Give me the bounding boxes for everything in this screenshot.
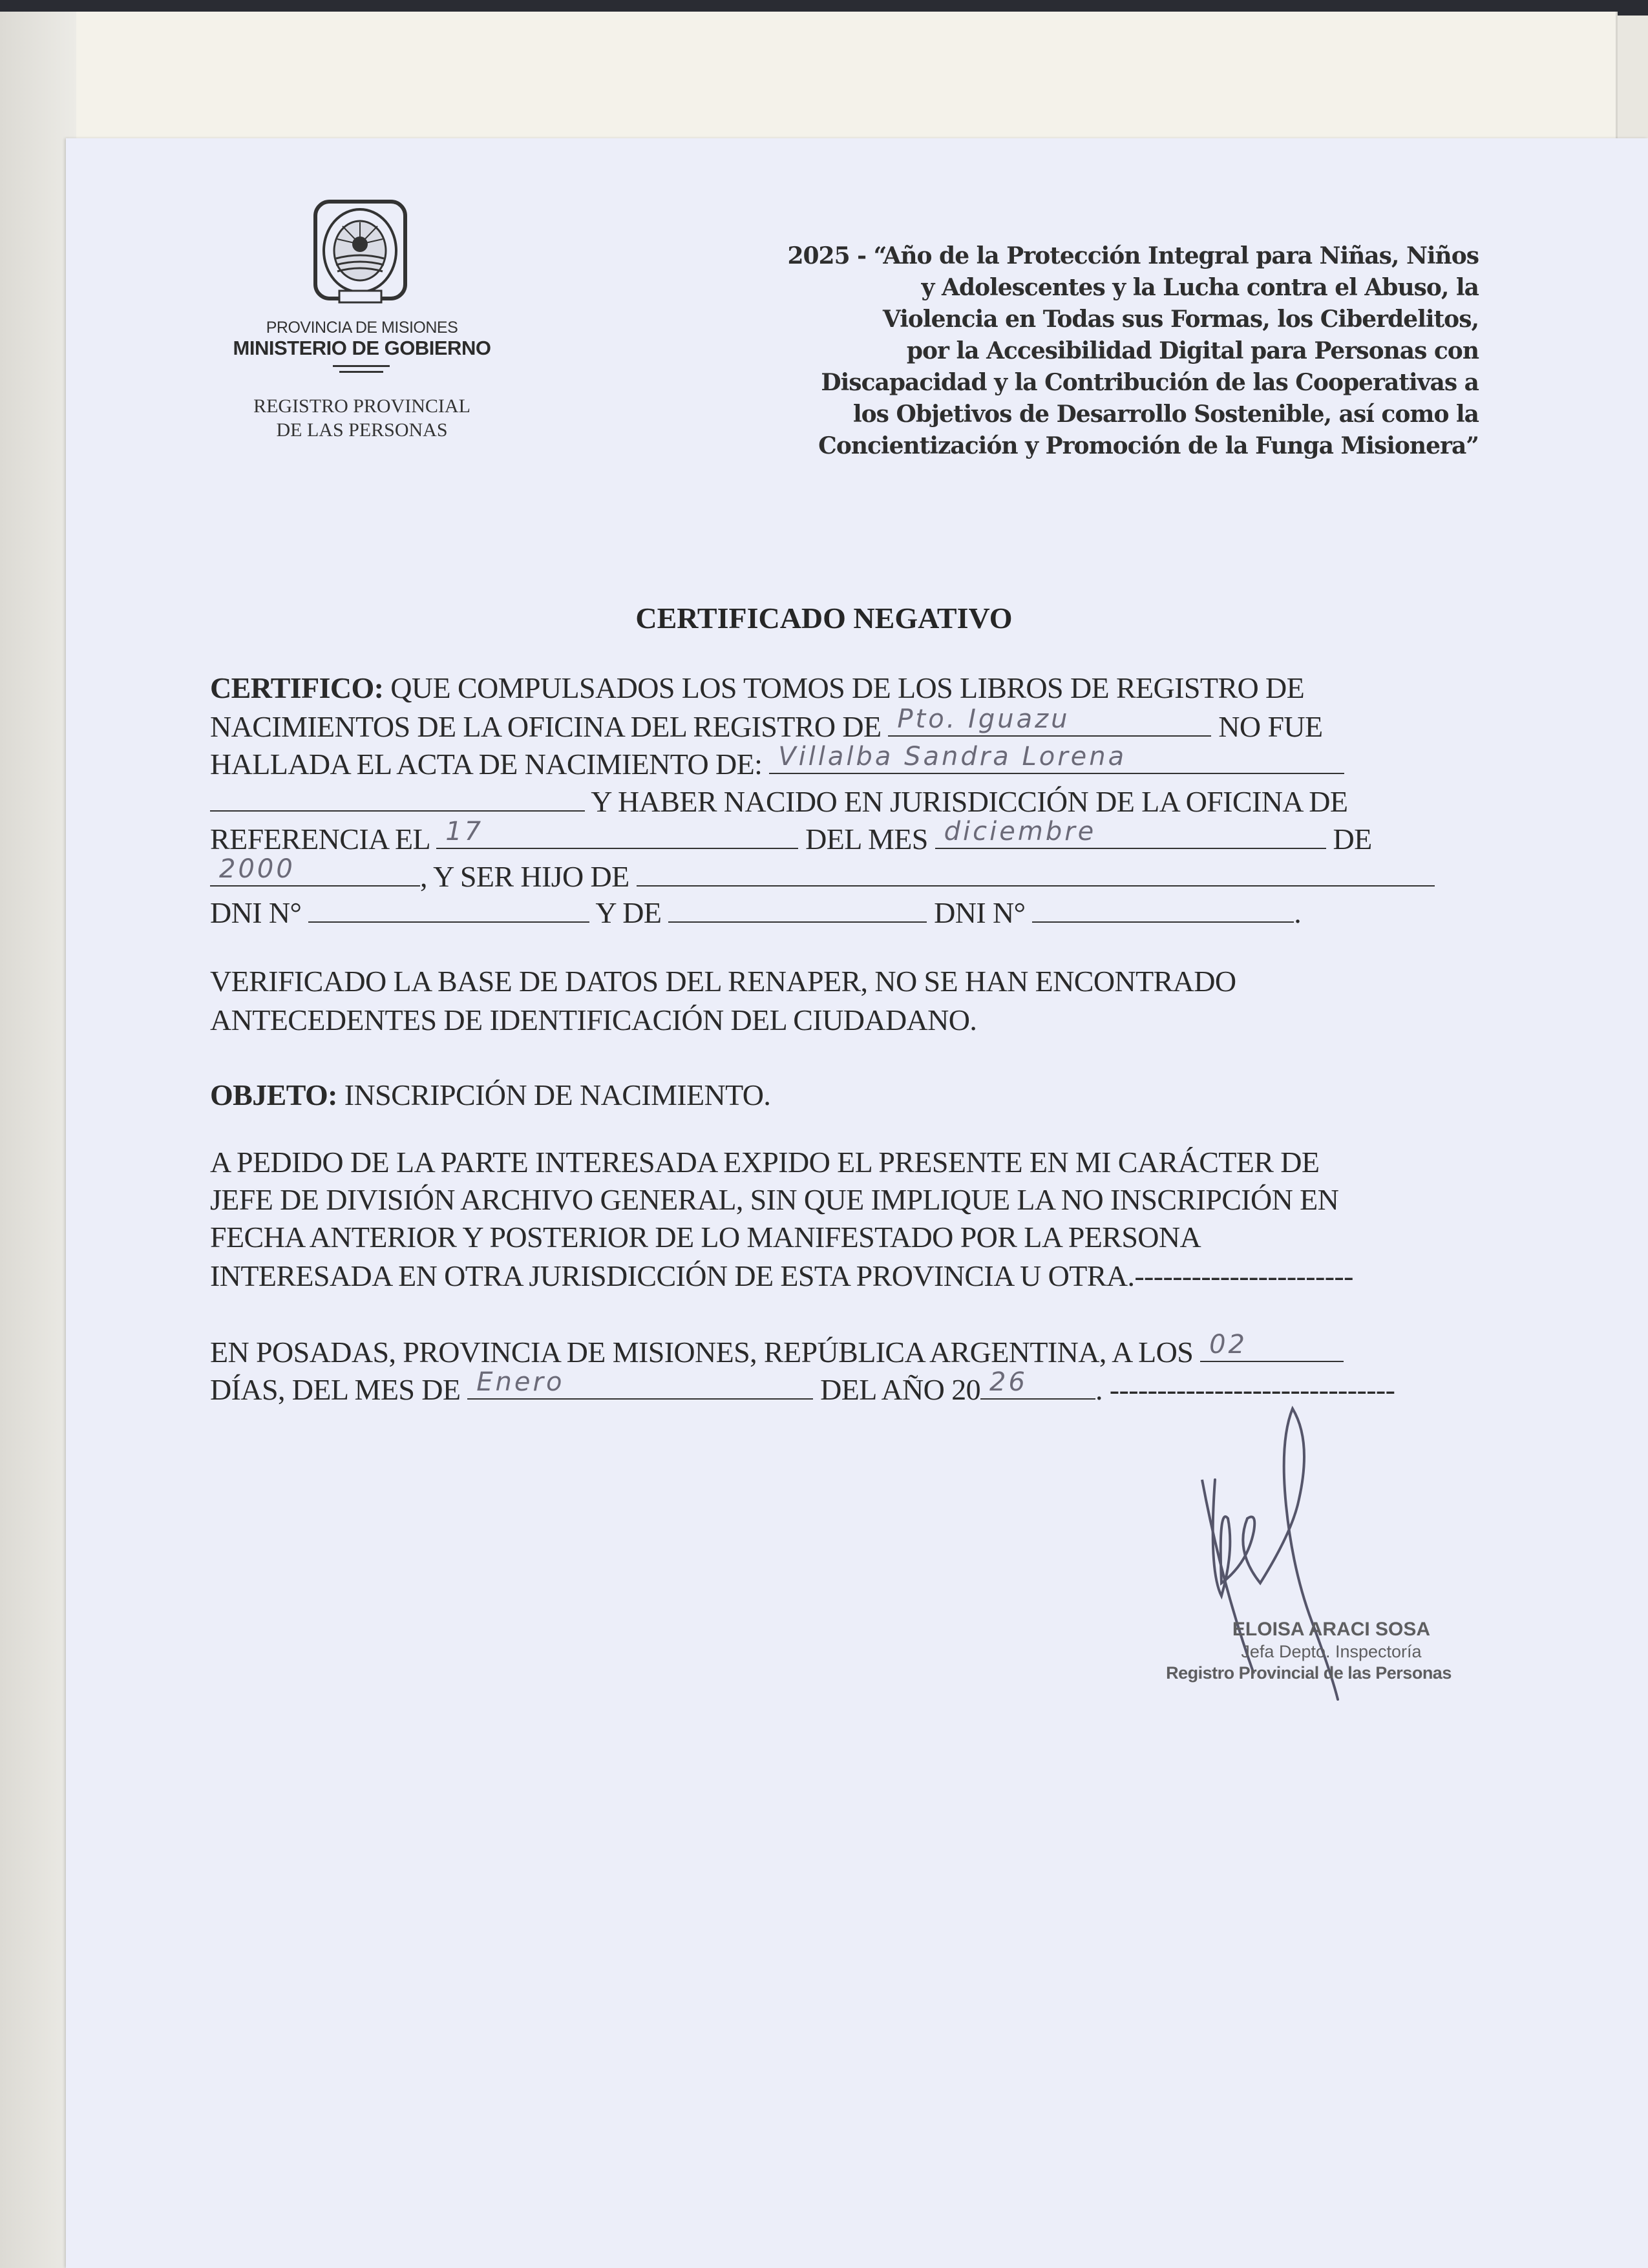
motto-line: Discapacidad y la Contribución de las Cooperativas a bbox=[821, 369, 1479, 396]
parent-2-dni-field[interactable] bbox=[1032, 893, 1294, 923]
body-text: NACIMIENTOS DE LA OFICINA DEL REGISTRO DE bbox=[210, 710, 889, 743]
parent-2-field[interactable] bbox=[668, 893, 927, 923]
place-line bbox=[210, 1367, 1395, 1407]
body-text: HALLADA EL ACTA DE NACIMIENTO DE: bbox=[210, 748, 770, 781]
document-title: CERTIFICADO NEGATIVO bbox=[635, 602, 1013, 635]
motto-line: 2025 - “Año de la Protección Integral para Niñas, Niños bbox=[787, 242, 1479, 269]
objeto-value: INSCRIPCIÓN DE NACIMIENTO. bbox=[337, 1078, 771, 1111]
body-text: . bbox=[1294, 896, 1302, 929]
body-text: Y HABER NACIDO EN JURISDICCIÓN DE LA OFICINA DE bbox=[585, 785, 1348, 818]
birth-month-field[interactable] bbox=[935, 819, 1326, 849]
ministry-name: MINISTERIO DE GOBIERNO bbox=[233, 337, 491, 359]
birth-day-field[interactable] bbox=[436, 819, 798, 849]
handwritten-issue-month: Enero bbox=[476, 1367, 565, 1397]
pedido-line: A PEDIDO DE LA PARTE INTERESADA EXPIDO EL PRESENTE EN MI CARÁCTER DE bbox=[210, 1146, 1320, 1179]
body-line bbox=[210, 744, 1344, 781]
office-field[interactable] bbox=[888, 704, 1211, 737]
motto-line: Concientización y Promoción de la Funga Misionera” bbox=[818, 432, 1479, 459]
birth-year-field[interactable] bbox=[210, 854, 420, 887]
pedido-line: INTERESADA EN OTRA JURISDICCIÓN DE ESTA PROVINCIA U OTRA.----------------------- bbox=[210, 1259, 1353, 1292]
registry-line-1: REGISTRO PROVINCIAL bbox=[253, 395, 470, 417]
body-text: DEL AÑO 20 bbox=[813, 1373, 980, 1406]
name-continued-field[interactable] bbox=[210, 782, 585, 812]
issue-month-field[interactable] bbox=[467, 1367, 813, 1400]
motto-line: Violencia en Todas sus Formas, los Ciberdelitos, bbox=[882, 306, 1479, 333]
body-line bbox=[210, 893, 1301, 930]
objeto-label: OBJETO: bbox=[210, 1078, 337, 1111]
pedido-line: FECHA ANTERIOR Y POSTERIOR DE LO MANIFESTADO POR LA PERSONA bbox=[210, 1221, 1201, 1254]
parent-1-dni-field[interactable] bbox=[308, 893, 589, 923]
stamp-name: ELOISA ARACI SOSA bbox=[1232, 1619, 1431, 1640]
renaper-line: VERIFICADO LA BASE DE DATOS DEL RENAPER, NO SE HAN ENCONTRADO bbox=[210, 965, 1236, 998]
body-line bbox=[210, 819, 1372, 856]
renaper-line: ANTECEDENTES DE IDENTIFICACIÓN DEL CIUDADANO. bbox=[210, 1003, 977, 1036]
stamp-office: Registro Provincial de las Personas bbox=[1166, 1663, 1452, 1683]
year-motto bbox=[639, 240, 1479, 462]
misiones-seal-logo bbox=[304, 194, 417, 307]
body-text: Y DE bbox=[589, 896, 669, 929]
objeto-line bbox=[210, 1078, 770, 1112]
body-text: . ------------------------------ bbox=[1095, 1373, 1395, 1406]
handwritten-office: Pto. Iguazu bbox=[897, 704, 1070, 734]
handwritten-name: Villalba Sandra Lorena bbox=[778, 742, 1127, 772]
place-line bbox=[210, 1332, 1344, 1369]
body-line bbox=[210, 704, 1323, 744]
pedido-line: JEFE DE DIVISIÓN ARCHIVO GENERAL, SIN QUE IMPLIQUE LA NO INSCRIPCIÓN EN bbox=[210, 1183, 1339, 1216]
scan-left-edge bbox=[0, 12, 76, 2268]
header-divider bbox=[339, 371, 383, 373]
body-text: DNI N° bbox=[210, 896, 309, 929]
handwritten-issue-year: 26 bbox=[989, 1367, 1028, 1397]
body-text: REFERENCIA EL bbox=[210, 823, 437, 856]
stamp-position: Jefa Depto. Inspectoría bbox=[1241, 1642, 1422, 1661]
handwritten-year: 2000 bbox=[219, 854, 295, 884]
body-text: EN POSADAS, PROVINCIA DE MISIONES, REPÚBLICA ARGENTINA, A LOS bbox=[210, 1336, 1201, 1369]
parent-1-field[interactable] bbox=[637, 857, 1435, 887]
certifico-label: CERTIFICO: bbox=[210, 671, 384, 704]
handwritten-day: 17 bbox=[445, 817, 484, 846]
province-name: PROVINCIA DE MISIONES bbox=[266, 319, 458, 337]
body-text: DÍAS, DEL MES DE bbox=[210, 1373, 468, 1406]
motto-line: y Adolescentes y la Lucha contra el Abuso, la bbox=[921, 274, 1479, 301]
issue-day-field[interactable] bbox=[1200, 1332, 1344, 1362]
registry-line-2: DE LAS PERSONAS bbox=[276, 419, 448, 441]
body-line bbox=[210, 782, 1347, 819]
handwritten-month: diciembre bbox=[944, 817, 1097, 846]
person-name-field[interactable] bbox=[769, 744, 1344, 774]
header-divider bbox=[333, 365, 390, 367]
body-line bbox=[210, 854, 1435, 894]
issue-year-field[interactable] bbox=[980, 1367, 1095, 1400]
body-line bbox=[210, 671, 1304, 705]
handwritten-issue-day: 02 bbox=[1209, 1330, 1247, 1360]
body-text: DNI N° bbox=[927, 896, 1033, 929]
body-text: , Y SER HIJO DE bbox=[420, 860, 637, 893]
body-text: DEL MES bbox=[798, 823, 935, 856]
body-text: DE bbox=[1326, 823, 1372, 856]
body-text: QUE COMPULSADOS LOS TOMOS DE LOS LIBROS DE REGISTRO DE bbox=[383, 671, 1305, 704]
motto-line: los Objetivos de Desarrollo Sostenible, así como la bbox=[852, 401, 1479, 428]
motto-line: por la Accesibilidad Digital para Personas con bbox=[906, 337, 1479, 364]
body-text: NO FUE bbox=[1211, 710, 1323, 743]
